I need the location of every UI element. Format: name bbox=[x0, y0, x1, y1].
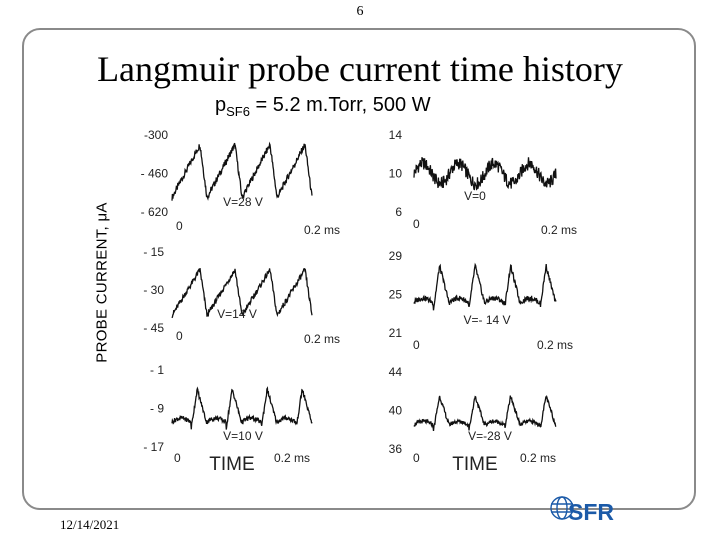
ytick-label-middle-left-0: - 15 bbox=[143, 245, 164, 259]
trace-line-middle-right bbox=[414, 264, 556, 310]
ytick-label-bottom-left-2: - 17 bbox=[143, 440, 164, 454]
y-axis-label: PROBE CURRENT, μA bbox=[93, 202, 111, 363]
x-axis-label-bottom-left: TIME bbox=[209, 454, 255, 475]
bias-annotation-top-left: V=28 V bbox=[223, 195, 263, 209]
page-number: 6 bbox=[356, 4, 364, 19]
trace-line-top-left bbox=[172, 143, 312, 201]
bias-annotation-bottom-right: V=-28 V bbox=[468, 429, 512, 443]
logo-text: SFR bbox=[568, 499, 614, 525]
xtick-start-top-right: 0 bbox=[413, 217, 420, 231]
xtick-end-middle-right: 0.2 ms bbox=[536, 338, 573, 352]
xtick-end-bottom-left: 0.2 ms bbox=[273, 451, 310, 465]
ytick-label-top-left-1: - 460 bbox=[140, 166, 168, 181]
xtick-start-bottom-left: 0 bbox=[174, 451, 181, 465]
bias-annotation-middle-right: V=- 14 V bbox=[463, 313, 511, 327]
xtick-start-bottom-right: 0 bbox=[413, 451, 420, 465]
ytick-label-top-right-2: 6 bbox=[395, 205, 402, 219]
trace-line-bottom-left bbox=[172, 388, 312, 429]
ytick-label-middle-right-1: 25 bbox=[388, 287, 402, 302]
ytick-label-middle-left-2: - 45 bbox=[143, 321, 164, 335]
ytick-label-bottom-left-0: - 1 bbox=[149, 363, 164, 377]
slide-subtitle: $p_{SF6} = 5.2$ m.Torr, 500 W bbox=[215, 94, 431, 119]
ytick-label-middle-left-1: - 30 bbox=[143, 283, 164, 297]
trace-line-bottom-right bbox=[414, 396, 556, 431]
ytick-label-top-right-0: 14 bbox=[388, 128, 402, 142]
xtick-end-top-left: 0.2 ms bbox=[303, 223, 340, 237]
trace-line-top-right bbox=[414, 157, 556, 189]
x-axis-label-bottom-right: TIME bbox=[452, 454, 498, 475]
xtick-end-bottom-right: 0.2 ms bbox=[519, 451, 556, 465]
xtick-end-middle-left: 0.2 ms bbox=[303, 332, 340, 346]
ytick-label-bottom-right-1: 40 bbox=[388, 403, 402, 418]
bias-annotation-top-right: V=0 bbox=[464, 189, 486, 203]
sfr-logo bbox=[548, 490, 632, 526]
ytick-label-top-right-1: 10 bbox=[388, 166, 402, 181]
ytick-label-top-left-0: -300 bbox=[143, 128, 168, 142]
ytick-label-bottom-right-2: 36 bbox=[388, 442, 402, 456]
xtick-start-middle-right: 0 bbox=[413, 338, 420, 352]
ytick-label-bottom-right-0: 44 bbox=[388, 365, 402, 379]
footer-date: 12/14/2021 bbox=[60, 517, 120, 532]
xtick-start-top-left: 0 bbox=[176, 219, 183, 233]
slide-title: Langmuir probe current time history bbox=[97, 49, 623, 89]
bias-annotation-middle-left: V=14 V bbox=[217, 307, 257, 321]
ytick-label-middle-right-0: 29 bbox=[388, 249, 402, 263]
xtick-end-top-right: 0.2 ms bbox=[540, 223, 577, 237]
xtick-start-middle-left: 0 bbox=[176, 329, 183, 343]
ytick-label-top-left-2: - 620 bbox=[140, 205, 168, 219]
bias-annotation-bottom-left: V=10 V bbox=[223, 429, 263, 443]
ytick-label-bottom-left-1: - 9 bbox=[149, 401, 164, 416]
ytick-label-middle-right-2: 21 bbox=[388, 326, 402, 340]
